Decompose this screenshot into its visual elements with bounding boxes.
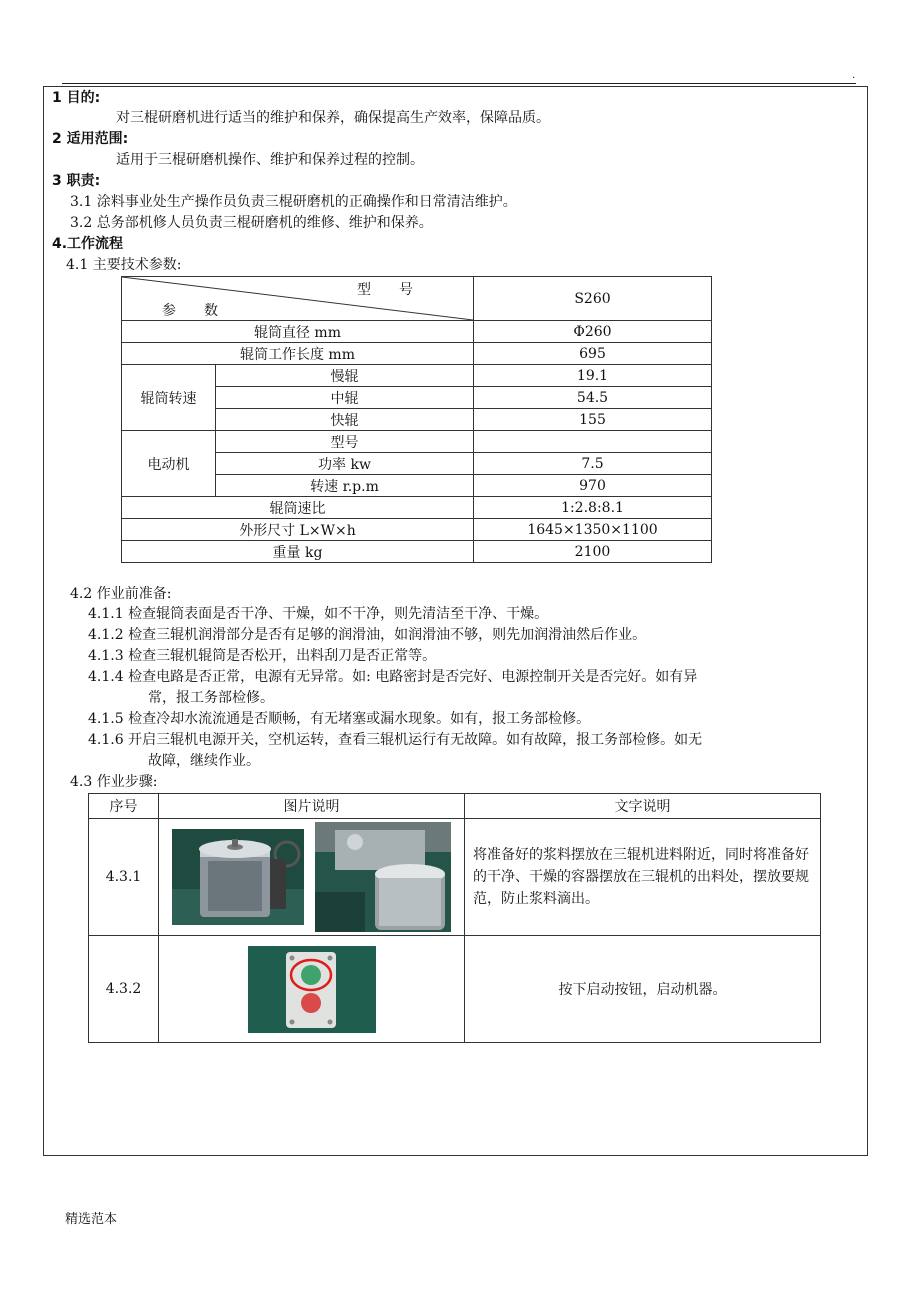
col-pic-header: 图片说明 (159, 794, 465, 819)
step-no: 4.3.2 (89, 936, 159, 1043)
prep-title: 4.2 作业前准备: (70, 586, 172, 602)
col-text-header: 文字说明 (465, 794, 821, 819)
prep-item-6-cont: 故障，继续作业。 (148, 753, 260, 769)
spec-table (121, 276, 712, 563)
slow-value: 19.1 (474, 365, 712, 387)
flow-title: 4.工作流程 (52, 236, 124, 252)
weight-value: 2100 (474, 541, 712, 563)
roll-diameter-label: 辊筒直径 mm (122, 321, 474, 343)
slurry-bucket-photo (172, 829, 304, 925)
prep-item-5: 4.1.5 检查冷却水流流通是否顺畅，有无堵塞或漏水现象。如有，报工务部检修。 (88, 711, 591, 727)
roll-length-value: 695 (474, 343, 712, 365)
weight-label: 重量 kg (122, 541, 474, 563)
step-pictures (159, 936, 465, 1043)
motor-model-label: 型号 (216, 431, 474, 453)
prep-item-1: 4.1.1 检查辊筒表面是否干净、干燥，如不干净，则先清洁至干净、干燥。 (88, 606, 549, 622)
model-value: S260 (474, 277, 712, 321)
motor-group: 电动机 (122, 431, 216, 497)
scope-title: 2 适用范围: (52, 131, 129, 147)
header-rule (62, 83, 856, 84)
start-button-photo (248, 946, 376, 1033)
roll-speed-group: 辊筒转速 (122, 365, 216, 431)
roll-length-label: 辊筒工作长度 mm (122, 343, 474, 365)
spec-header-cell (122, 277, 474, 321)
duty-title: 3 职责: (52, 173, 101, 189)
steps-title: 4.3 作业步骤: (70, 774, 158, 790)
step-no: 4.3.1 (89, 819, 159, 936)
scope-text: 适用于三棍研磨机操作、维护和保养过程的控制。 (116, 152, 424, 168)
prep-item-4: 4.1.4 检查电路是否正常，电源有无异常。如: 电路密封是否完好、电源控制开关是否完好。如有异 (88, 669, 698, 685)
power-label: 功率 kw (216, 453, 474, 475)
step-description: 按下启动按钮，启动机器。 (465, 936, 821, 1043)
slow-label: 慢辊 (216, 365, 474, 387)
roll-diameter-value: Φ260 (474, 321, 712, 343)
fast-label: 快辊 (216, 409, 474, 431)
header-model: 型 号 (357, 282, 413, 298)
power-value: 7.5 (474, 453, 712, 475)
ratio-label: 辊筒速比 (122, 497, 474, 519)
col-no-header: 序号 (89, 794, 159, 819)
container-photo (315, 822, 451, 932)
ratio-value: 1:2.8:8.1 (474, 497, 712, 519)
fast-value: 155 (474, 409, 712, 431)
mid-value: 54.5 (474, 387, 712, 409)
table-row (89, 819, 821, 936)
step-pictures (159, 819, 465, 936)
prep-item-2: 4.1.2 检查三辊机润滑部分是否有足够的润滑油，如润滑油不够，则先加润滑油然后作业。 (88, 627, 647, 643)
step-description: 将准备好的浆料摆放在三辊机进料附近，同时将准备好的干净、干燥的容器摆放在三辊机的出料处，摆放要规范，防止浆料滴出。 (465, 819, 821, 936)
prep-item-6: 4.1.6 开启三辊机电源开关，空机运转，查看三辊机运行有无故障。如有故障，报工务部检修。如无 (88, 732, 703, 748)
duty-item-2: 3.2 总务部机修人员负责三棍研磨机的维修、维护和保养。 (70, 215, 433, 231)
footer: 精选范本 (65, 1212, 118, 1227)
header-param: 参 数 (162, 303, 218, 319)
motor-model-value (474, 431, 712, 453)
size-value: 1645×1350×1100 (474, 519, 712, 541)
prep-item-3: 4.1.3 检查三辊机辊筒是否松开，出料刮刀是否正常等。 (88, 648, 437, 664)
rpm-label: 转速 r.p.m (216, 475, 474, 497)
steps-table (88, 793, 821, 1043)
size-label: 外形尺寸 L×W×h (122, 519, 474, 541)
mid-label: 中辊 (216, 387, 474, 409)
prep-item-4-cont: 常，报工务部检修。 (148, 690, 274, 706)
page-mark: . (852, 70, 856, 81)
table-row (89, 936, 821, 1043)
purpose-text: 对三棍研磨机进行适当的维护和保养，确保提高生产效率，保障品质。 (116, 110, 550, 126)
duty-item-1: 3.1 涂料事业处生产操作员负责三棍研磨机的正确操作和日常清洁维护。 (70, 194, 517, 210)
rpm-value: 970 (474, 475, 712, 497)
purpose-title: 1 目的: (52, 90, 101, 106)
params-title: 4.1 主要技术参数: (66, 257, 182, 273)
